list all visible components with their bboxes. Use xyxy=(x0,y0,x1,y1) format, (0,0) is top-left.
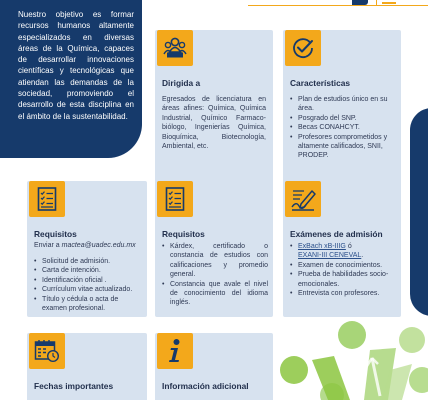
card-list xyxy=(34,257,142,313)
checklist-icon xyxy=(157,181,193,217)
card-list xyxy=(290,242,398,298)
card-title: Características xyxy=(290,78,351,88)
send-to-line xyxy=(34,242,136,249)
check-circle-icon xyxy=(285,30,321,66)
objective-panel xyxy=(0,0,142,158)
checklist-icon xyxy=(29,181,65,217)
molecule-decoration xyxy=(272,300,428,400)
card-informacion xyxy=(155,333,273,400)
list-item: • Solicitud de admisión. xyxy=(34,257,142,266)
contact-email[interactable]: mactea@uadec.edu.mx xyxy=(61,242,136,249)
card-title: Requisitos xyxy=(162,229,205,239)
list-item: • Prueba de habilidades socio-emocionales. xyxy=(290,270,398,289)
list-item: • Profesores comprometidos y altamente calificados, SNII, PRODEP. xyxy=(290,133,396,161)
card-requisitos-documentos xyxy=(155,181,273,317)
card-examenes xyxy=(283,181,401,317)
list-item: EXANI-III CENEVAL. xyxy=(298,252,364,260)
send-to-label: Enviar a xyxy=(34,242,60,249)
header-logo-strip xyxy=(248,0,428,6)
list-item: • Plan de estudios único en su área. xyxy=(290,95,396,114)
list-item: • Becas CONAHCYT. xyxy=(290,123,396,132)
list-item: • Título y cédula o acta de examen profesional. xyxy=(34,295,142,314)
list-item: • Identificación oficial . xyxy=(34,276,142,285)
info-icon xyxy=(157,333,193,369)
card-requisitos-envio xyxy=(27,181,147,317)
card-fechas xyxy=(27,333,147,400)
list-item xyxy=(290,242,398,251)
exbach-link[interactable]: ExBach xB-IIIG xyxy=(298,243,346,250)
card-dirigida xyxy=(155,30,273,188)
list-item: • Kárdex, certificado o constancia de estudios con calificaciones y promedio general. xyxy=(162,242,268,280)
calendar-clock-icon xyxy=(29,333,65,369)
logo-mark xyxy=(352,0,368,5)
card-title: Exámenes de admisión xyxy=(290,229,383,239)
list-item: • Entrevista con profesores. xyxy=(290,289,398,298)
card-list xyxy=(290,95,396,161)
or-connector: ó xyxy=(347,243,352,250)
card-text: Egresados de licenciatura en áreas afines: Química, Química Industrial, Químico Farmaco-biólogo, Ingenierías Química, Bioquímica, Biotecnología, Ambiental, etc. xyxy=(162,96,266,151)
card-list xyxy=(162,242,268,308)
objective-text: Nuestro objetivo es formar recursos humanos altamente especializados en diversas áreas de la Química, capaces de desarrollar innovaciones científicas y tecnológicas que atiendan las demandas de la sociedad, promoviendo el desarrollo de esta disciplina en el ámbito de la sustentabilidad. xyxy=(18,10,134,121)
list-item: • Constancia que avale el nivel de conocimiento del idioma inglés. xyxy=(162,280,268,308)
card-caracteristicas xyxy=(283,30,401,188)
card-title: Información adicional xyxy=(162,381,249,391)
list-item: • Carta de intención. xyxy=(34,266,142,275)
card-title: Dirigida a xyxy=(162,78,201,88)
pen-paper-icon xyxy=(285,181,321,217)
right-decor-band xyxy=(410,108,428,316)
exani-link[interactable]: EXANI-III CENEVAL xyxy=(298,252,362,260)
header-divider xyxy=(376,0,377,6)
logo-accent xyxy=(382,0,396,4)
list-item: • Examen de conocimientos. xyxy=(290,261,398,270)
list-item: • Posgrado del SNP. xyxy=(290,114,396,123)
card-title: Fechas importantes xyxy=(34,381,114,391)
group-icon xyxy=(157,30,193,66)
card-title: Requisitos xyxy=(34,229,77,239)
list-item: • Currículum vitae actualizado. xyxy=(34,285,142,294)
